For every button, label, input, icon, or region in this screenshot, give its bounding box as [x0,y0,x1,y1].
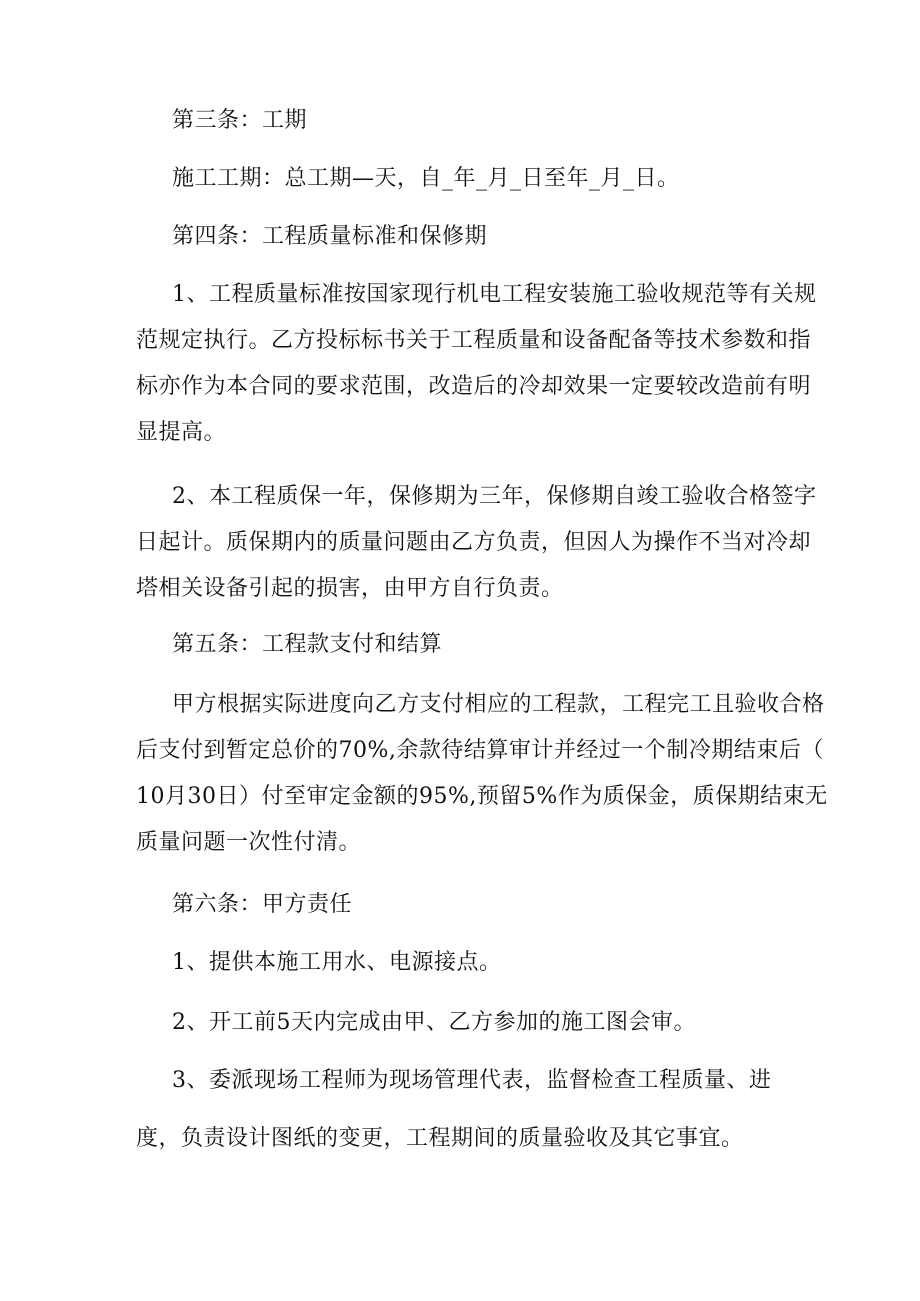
paragraph-line: 施工工期：总工期—天，自_年_月_日至年_月_日。 [172,166,680,191]
paragraph-line: 标亦作为本合同的要求范围，改造后的冷却效果一定要较改造前有明 [136,374,812,399]
section-heading-article-3: 第三条：工期 [172,108,308,133]
paragraph-line: 甲方根据实际进度向乙方支付相应的工程款，工程完工且验收合格 [172,692,825,717]
paragraph-line: 范规定执行。乙方投标标书关于工程质量和设备配备等技术参数和指 [136,328,812,353]
section-heading-article-5: 第五条：工程款支付和结算 [172,632,443,657]
paragraph-line: 1、提供本施工用水、电源接点。 [172,950,502,975]
paragraph-line: 10月30日）付至审定金额的95%,预留5%作为质保金，质保期结束无 [136,784,828,809]
paragraph-line: 日起计。质保期内的质量问题由乙方负责，但因人为操作不当对冷却 [136,530,812,555]
paragraph-line: 1、工程质量标准按国家现行机电工程安装施工验收规范等有关规 [172,282,817,307]
section-heading-article-6: 第六条：甲方责任 [172,892,353,917]
paragraph-line: 塔相关设备引起的损害，由甲方自行负责。 [136,576,564,601]
paragraph-line: 3、委派现场工程师为现场管理代表，监督检查工程质量、进 [172,1068,772,1093]
paragraph-line: 显提高。 [136,420,227,445]
paragraph-line: 2、开工前5天内完成由甲、乙方参加的施工图会审。 [172,1010,696,1035]
paragraph-line: 后支付到暂定总价的70%,余款待结算审计并经过一个制冷期结束后（ [136,738,824,763]
paragraph-line: 质量问题一次性付清。 [136,830,362,855]
paragraph-line: 2、本工程质保一年，保修期为三年，保修期自竣工验收合格签字 [172,484,817,509]
section-heading-article-4: 第四条：工程质量标准和保修期 [172,224,488,249]
paragraph-line: 度，负责设计图纸的变更，工程期间的质量验收及其它事宜。 [136,1126,744,1151]
